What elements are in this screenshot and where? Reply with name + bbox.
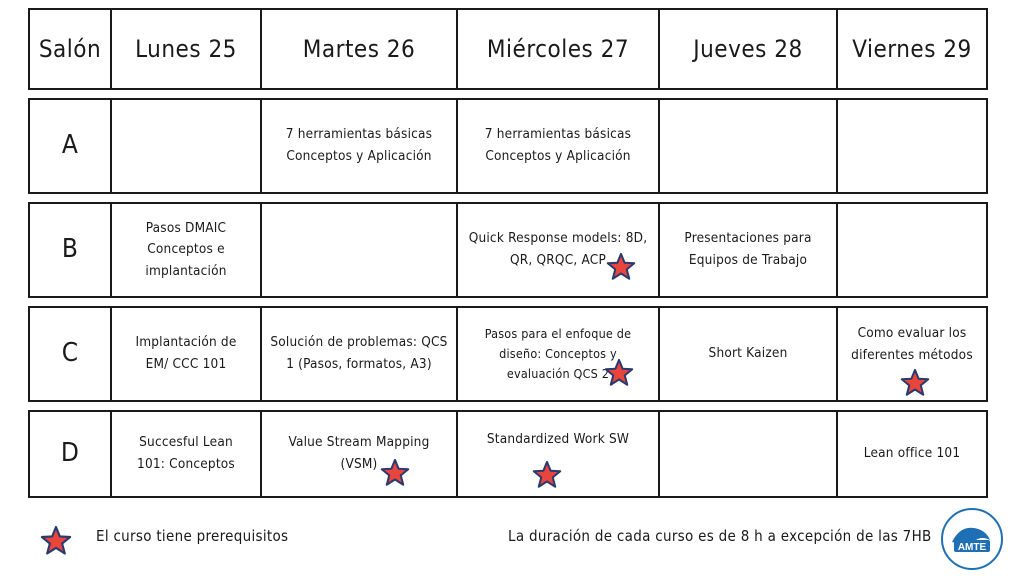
legend-text: El curso tiene prerequisitos [96,527,289,545]
course-cell [658,100,836,192]
course-cell: Lean office 101 [836,412,986,496]
course-cell: Succesful Lean 101: Conceptos [110,412,260,496]
course-cell: Quick Response models: 8D, QR, QRQC, ACP [456,204,658,296]
course-cell [658,412,836,496]
course-cell: Solución de problemas: QCS 1 (Pasos, formatos, A3) [260,308,456,400]
course-cell [836,204,986,296]
header-day-tue: Martes 26 [260,10,456,88]
room-label: D [60,438,80,469]
header-day-fri: Viernes 29 [836,10,986,88]
legend-star-icon [40,525,72,557]
course-cell: Implantación de EM/ CCC 101 [110,308,260,400]
course-cell: Short Kaizen [658,308,836,400]
course-cell: Pasos DMAIC Conceptos e implantación [110,204,260,296]
course-cell [836,100,986,192]
schedule-row-c [28,306,988,402]
amte-logo [938,506,1006,572]
schedule-row-a [28,98,988,194]
course-cell [110,100,260,192]
course-cell: Pasos para el enfoque de diseño: Conceptos y evaluación QCS 2 [456,308,658,400]
room-label: A [61,130,79,161]
header-day-wed: Miércoles 27 [456,10,658,88]
room-label: B [61,234,79,265]
header-room: Salón [38,34,102,63]
schedule-row-b [28,202,988,298]
room-label: C [61,338,79,369]
course-cell: Standardized Work SW [456,412,658,496]
header-day-mon: Lunes 25 [110,10,260,88]
prerequisite-star-icon [532,460,562,490]
course-cell: Value Stream Mapping (VSM) [260,412,456,496]
course-cell: 7 herramientas básicas Conceptos y Aplicación [260,100,456,192]
header-row [28,8,988,90]
course-cell: Presentaciones para Equipos de Trabajo [658,204,836,296]
prerequisite-star-icon [380,458,410,488]
course-cell: 7 herramientas básicas Conceptos y Aplicación [456,100,658,192]
prerequisite-star-icon [606,252,636,282]
logo-name: AMTE [957,542,987,553]
course-cell: Como evaluar los diferentes métodos [836,308,986,400]
course-cell [260,204,456,296]
prerequisite-star-icon [900,368,930,398]
duration-note: La duración de cada curso es de 8 h a excepción de las 7HB [508,527,932,545]
header-day-thu: Jueves 28 [658,10,836,88]
schedule-row-d [28,410,988,498]
prerequisite-star-icon [604,358,634,388]
